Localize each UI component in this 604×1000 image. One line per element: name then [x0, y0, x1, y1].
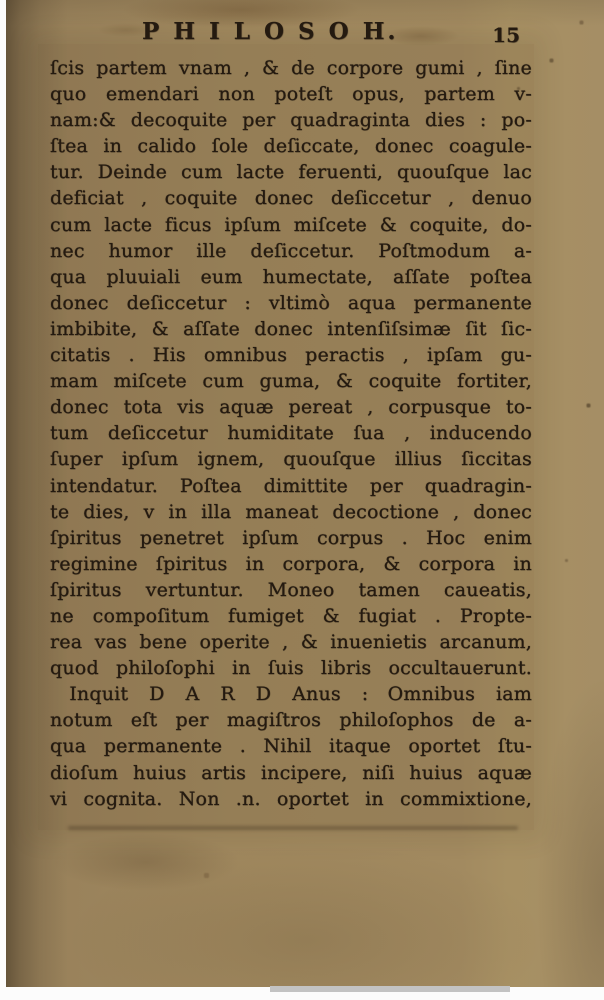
text-line: dioſum huius artis incipere, niſi huius aquæ — [50, 761, 532, 784]
text-line: ſuper ipſum ignem, quouſque illius ſiccitas — [50, 448, 532, 471]
text-line: ne compoſitum fumiget & fugiat . Propte- — [50, 604, 532, 627]
text-line: citatis . His omnibus peractis , ipſam gu- — [50, 344, 532, 367]
text-line: tur. Deinde cum lacte feruenti, quouſque lac — [50, 161, 532, 184]
text-line: ſpiritus penetret ipſum corpus . Hoc enim — [50, 526, 532, 549]
text-line: nam:& decoquite per quadraginta dies : po- — [50, 109, 532, 132]
text-line: regimine ſpiritus in corpora, & corpora in — [50, 552, 532, 575]
text-line: ſtea in calido ſole deſiccate, donec coagule- — [50, 135, 532, 158]
text-line: ſcis partem vnam , & de corpore gumi , ſine — [50, 57, 532, 79]
ink-smear — [68, 826, 518, 830]
text-line: ſpiritus vertuntur. Moneo tamen caueatis, — [50, 578, 532, 601]
text-line: te dies, v in illa maneat decoctione , donec — [50, 500, 532, 523]
text-line: nec humor ille deſiccetur. Poſtmodum a- — [50, 239, 532, 262]
header-title: P H I L O S O H. — [142, 18, 399, 45]
page-edge-shadow — [270, 986, 510, 992]
text-block — [50, 55, 532, 812]
text-line: donec deſiccetur : vltimò aqua permanente — [50, 291, 532, 314]
text-line: quod philoſophi in ſuis libris occultauerunt. — [50, 657, 532, 680]
running-header — [50, 18, 536, 52]
text-line: cum lacte ficus ipſum miſcete & coquite, do- — [50, 213, 532, 236]
foxing-specks — [6, 0, 7, 1]
text-line: rea vas bene operite , & inuenietis arcanum, — [50, 631, 532, 654]
text-line: deficiat , coquite donec deſiccetur , denuo — [50, 187, 532, 210]
scanner-margin-left — [0, 0, 6, 1000]
paper-page — [6, 0, 604, 987]
page-number: 15 — [492, 23, 520, 47]
text-line: vi cognita. Non .n. oportet in commixtione, — [50, 787, 532, 810]
text-line: mam miſcete cum guma, & coquite fortiter, — [50, 370, 532, 393]
text-line: quo emendari non poteſt opus, partem v- — [50, 83, 532, 106]
text-line: tum deſiccetur humiditate ſua , inducendo — [50, 422, 532, 445]
text-line: donec tota vis aquæ pereat , corpusque to- — [50, 396, 532, 419]
text-line: intendatur. Poſtea dimittite per quadragin- — [50, 474, 532, 497]
text-line: qua permanente . Nihil itaque oportet ſtu- — [50, 735, 532, 758]
text-line: qua pluuiali eum humectate, aſſate poſtea — [50, 265, 532, 288]
text-line: Inquit D A R D Anus : Omnibus iam — [50, 683, 532, 706]
text-line: notum eſt per magiſtros philoſophos de a- — [50, 709, 532, 732]
text-line: imbibite, & aſſate donec intenſiſsimæ ſit ſic- — [50, 317, 532, 340]
